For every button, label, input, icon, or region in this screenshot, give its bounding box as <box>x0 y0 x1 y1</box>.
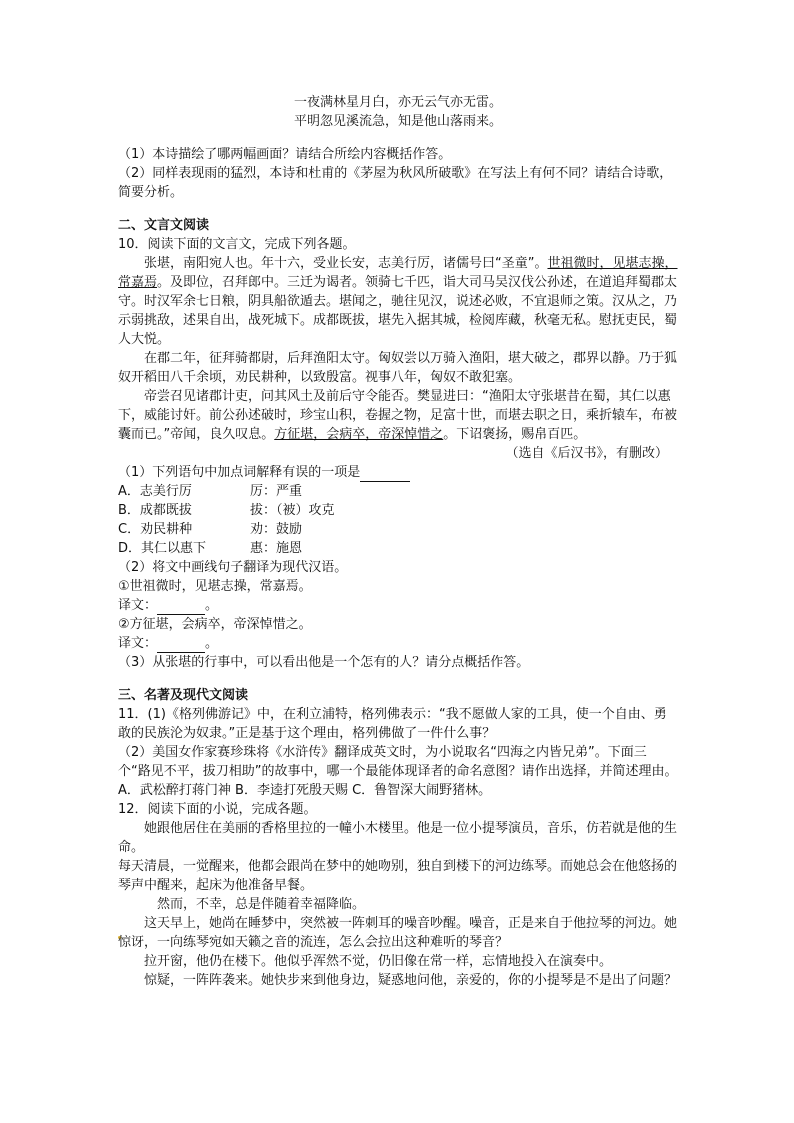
translate-sentence-2: ②方征堪，会病卒，帝深悼惜之。 <box>118 617 312 632</box>
poem-line-1: 一夜满林星月白，亦无云气亦无雷。 <box>293 95 502 110</box>
option-c-meaning: 劝：鼓励 <box>250 522 303 537</box>
option-a <box>118 482 678 501</box>
sub-question-3: （3）从张堪的行事中，可以看出他是一个怎有的人？请分点概括作答。 <box>118 655 530 670</box>
poem-line-2: 平明忽见溪流急，知是他山落雨来。 <box>293 114 502 129</box>
translation-blank <box>157 600 205 615</box>
question-11-part-2: （2）美国女作家赛珍珠将《水浒传》翻译成英文时，为小说取名“四海之内皆兄弟”。下面三个“路见不平，拔刀相助”的故事中，哪一个最能体现译者的命名意图？请作出选择，并简述理由。 <box>118 745 678 779</box>
poem-question-2: （2）同样表现雨的猛烈，本诗和杜甫的《茅屋为秋风所破歌》在写法上有何不同？请结合诗歌，简要分析。 <box>118 166 673 200</box>
question-11-part-1: 11．(1)《格列佛游记》中，在利立浦特，格列佛表示：“我不愿做人家的工具，使一个自由、勇敢的民族沦为奴隶。”正是基于这个理由，格列佛做了一件什么事？ <box>118 707 667 741</box>
story-paragraph-5: 拉开窗，他仍在楼下。他似乎浑然不觉，仍旧像在常一样，忘情地投入在演奏中。 <box>144 954 613 969</box>
translation-label: 译文： <box>118 636 158 651</box>
section-3-heading: 三、名著及现代文阅读 <box>118 688 249 703</box>
option-d <box>118 539 678 558</box>
answer-blank <box>360 467 410 482</box>
translation-blank <box>157 638 205 653</box>
classical-paragraph-1 <box>118 254 678 349</box>
sub-question-1-text: （1）下列语句中加点词解释有误的一项是 <box>118 465 361 480</box>
option-c <box>118 520 678 539</box>
section-2-heading: 二、文言文阅读 <box>118 218 210 233</box>
translate-sentence-1: ①世祖微时，见堪志操，常嘉焉。 <box>118 579 312 594</box>
story-paragraph-2: 每天清晨，一觉醒来，他都会跟尚在梦中的她吻别，独自到楼下的河边练琴。而她总会在他悠扬的琴声中醒来，起床为他准备早餐。 <box>118 859 678 893</box>
option-d-phrase: D．其仁以惠下 <box>118 541 207 556</box>
sub-question-2: （2）将文中画线句子翻译为现代汉语。 <box>118 560 348 575</box>
underlined-sentence-1: 世祖微时，见堪志操，常嘉焉 <box>118 256 678 290</box>
document-page <box>118 93 678 990</box>
paragraph-3-text-b: 。下诏褒扬，赐帛百匹。 <box>443 427 587 442</box>
paragraph-3-text-a: 帝尝召见诸郡计吏，问其风土及前后守令能否。樊显进曰：“渔阳太守张堪昔在蜀，其仁以惠下，威能讨奸。前公孙述破时，珍宝山积，卷握之物，足富十世，而堪去职之日，乘折辕车，布被囊而已。”帝闻，良久叹息。 <box>118 389 678 442</box>
option-b-phrase: B．成都既拔 <box>118 503 192 518</box>
story-paragraph-6: 惊疑，一阵阵袭来。她快步来到他身边，疑惑地问他，亲爱的，你的小提琴是不是出了问题？ <box>144 973 678 988</box>
source-citation: （选自《后汉书》，有删改） <box>505 446 668 461</box>
poem-question-1: （1）本诗描绘了哪两幅画面？请结合所绘内容概括作答。 <box>118 147 452 162</box>
translation-end: 。 <box>205 598 219 613</box>
option-a-meaning: 厉：严重 <box>250 484 303 499</box>
option-a-phrase: A．志美行厉 <box>118 484 192 499</box>
question-10-intro: 10．阅读下面的文言文，完成下列各题。 <box>118 237 356 252</box>
translation-line-2 <box>118 634 678 653</box>
story-paragraph-3: 然而，不幸，总是伴随着幸福降临。 <box>157 897 366 912</box>
paragraph-1-text-a: 张堪，南阳宛人也。年十六，受业长安，志美行厉，诸儒号曰“圣童”。 <box>144 256 548 271</box>
sub-question-1 <box>118 463 678 482</box>
story-paragraph-1: 她跟他居住在美丽的香格里拉的一幢小木楼里。他是一位小提琴演员，音乐，仿若就是他的生命。 <box>118 821 678 855</box>
option-b-meaning: 拔：（被）攻克 <box>250 503 335 518</box>
option-c-phrase: C．劝民耕种 <box>118 522 193 537</box>
translation-label: 译文： <box>118 598 158 613</box>
underlined-sentence-2: 方征堪，会病卒，帝深悼惜之 <box>274 427 444 442</box>
paragraph-1-text-b: 。及即位，召拜郎中。三迁为谒者。领骑七千匹，诣大司马吴汉伐公孙述，在道追拜蜀郡太守。时汉军余七日粮，阴具船欲遁去。堪闻之，驰往见汉，说述必败，不宜退师之策。汉从之，乃示弱挑敌，述果自出，战死城下。成都既拔，堪先入据其城，检阅库藏，秋毫无私。慰抚吏民，蜀人大悦。 <box>118 275 678 347</box>
question-12-intro: 12．阅读下面的小说，完成各题。 <box>118 802 317 817</box>
story-paragraph-4: 这天早上，她尚在睡梦中，突然被一阵刺耳的噪音吵醒。噪音，正是来自于他拉琴的河边。她惊讶，一向练琴宛如天籁之音的流连，怎么会拉出这种难听的琴音？ <box>118 916 678 950</box>
option-d-meaning: 惠：施恩 <box>250 541 303 556</box>
option-b <box>118 501 678 520</box>
classical-paragraph-2: 在郡二年，征拜骑都尉，后拜渔阳太守。匈奴尝以万骑入渔阳，堪大破之，郡界以静。乃于狐奴开稻田八千余顷，劝民耕种，以致殷富。视事八年，匈奴不敢犯塞。 <box>118 351 678 385</box>
question-11-options: A．武松醉打蒋门神 B．李逵打死殷天赐 C．鲁智深大闹野猪林。 <box>118 783 492 798</box>
translation-end: 。 <box>205 636 219 651</box>
translation-line-1 <box>118 596 678 615</box>
classical-paragraph-3 <box>118 387 678 444</box>
